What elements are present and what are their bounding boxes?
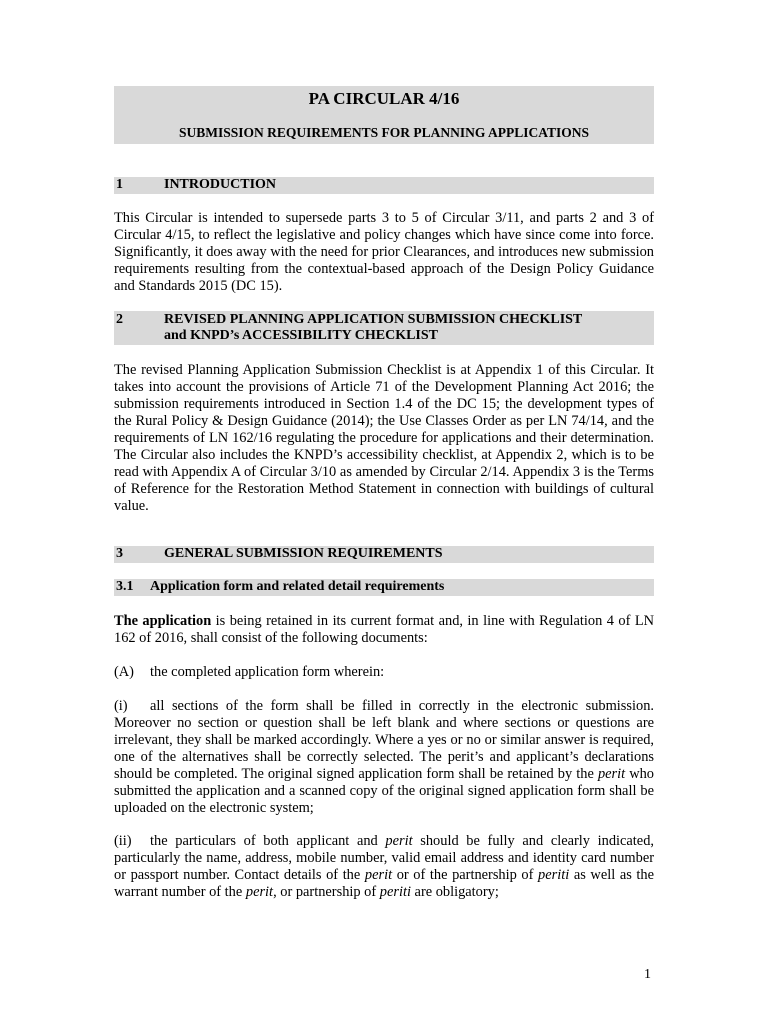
item-a-text: the completed application form wherein: — [150, 664, 385, 680]
section-number: 3.1 — [116, 579, 134, 594]
item-i — [114, 698, 654, 817]
section-1-heading — [114, 177, 654, 194]
item-i-label: (i) — [114, 698, 128, 714]
section-title-line2: and KNPD’s ACCESSIBILITY CHECKLIST — [164, 328, 438, 343]
item-i-text-cont: who submitted the application and a scanned copy of the original signed application form shall be uploaded on the electronic system; — [114, 766, 654, 816]
checklist-paragraph: The revised Planning Application Submission Checklist is at Appendix 1 of this Circular. It takes into account the provisions of Article 71 of the Development Planning Act 2016; the submission requirements introduced in Section 1.4 of the DC 15; the development types of the Rural Policy & Design Guidance (2014); the Use Classes Order as per LN 74/14, and the requirements of LN 162/16 regulating the procedure for applications and their determination. The Circular also includes the KNPD’s accessibility checklist, at Appendix 2, which is to be read with Appendix A of Circular 3/10 as amended by Circular 2/14. Appendix 3 is the Terms of Reference for the Restoration Method Statement in connection with buildings of cultural value. — [114, 362, 654, 514]
section-number: 3 — [116, 546, 123, 561]
periti-term: periti — [379, 884, 411, 900]
item-i-text: all sections of the form shall be filled in correctly in the electronic submission. Moreover no section or question shall be left blank and where sections or questions are irrelevant, they shall be marked accordingly. Where a yes or no or similar answer is required, one of the alternatives shall be correctly selected. The perit’s and applicant’s declarations should be completed. The original signed application form shall be retained by the — [114, 698, 654, 782]
section-number: 2 — [116, 312, 123, 327]
perit-term: perit — [385, 833, 413, 849]
application-paragraph — [114, 613, 654, 647]
section-title: INTRODUCTION — [164, 177, 277, 192]
intro-paragraph: This Circular is intended to supersede parts 3 to 5 of Circular 3/11, and parts 2 and 3 of Circular 4/15, to reflect the legislative and policy changes which have since come into force. Significantly, it does away with the need for prior Clearances, and introduces new submission requirements resulting from the contextual-based approach of the Design Policy Guidance and Standards 2015 (DC 15). — [114, 210, 654, 294]
perit-term: perit — [245, 884, 274, 900]
periti-term: periti — [538, 867, 570, 883]
perit-term: perit — [597, 766, 626, 782]
item-ii-text: , or partnership of — [273, 884, 380, 900]
application-text: is being retained in its current format and, in line with Regulation 4 of LN 162 of 2016, shall consist of the following documents: — [114, 613, 654, 646]
application-lead: The application — [114, 613, 212, 629]
title-block — [114, 86, 654, 144]
circular-subtitle: SUBMISSION REQUIREMENTS FOR PLANNING APPLICATIONS — [178, 125, 590, 140]
item-a-label: (A) — [114, 664, 134, 680]
item-ii-text: as well as the warrant number of the — [114, 867, 654, 900]
section-title-line1: REVISED PLANNING APPLICATION SUBMISSION CHECKLIST — [164, 312, 583, 327]
section-title: GENERAL SUBMISSION REQUIREMENTS — [164, 546, 443, 561]
section-3-heading — [114, 546, 654, 563]
item-a — [114, 664, 654, 681]
item-ii-text: or of the partnership of — [392, 867, 539, 883]
circular-title: PA CIRCULAR 4/16 — [308, 89, 460, 108]
section-2-heading — [114, 311, 654, 345]
item-ii-text: the particulars of both applicant and — [150, 833, 386, 849]
section-3-1-heading — [114, 579, 654, 596]
item-ii-text: are obligatory; — [410, 884, 499, 900]
page-number: 1 — [644, 967, 651, 982]
item-ii-label: (ii) — [114, 833, 132, 849]
item-ii-text: should be fully and clearly indicated, particularly the name, address, mobile number, valid email address and identity card number or passport number. Contact details of the — [114, 833, 654, 883]
section-number: 1 — [116, 177, 123, 192]
perit-term: perit — [364, 867, 393, 883]
section-title: Application form and related detail requirements — [150, 579, 445, 594]
item-ii — [114, 833, 654, 901]
